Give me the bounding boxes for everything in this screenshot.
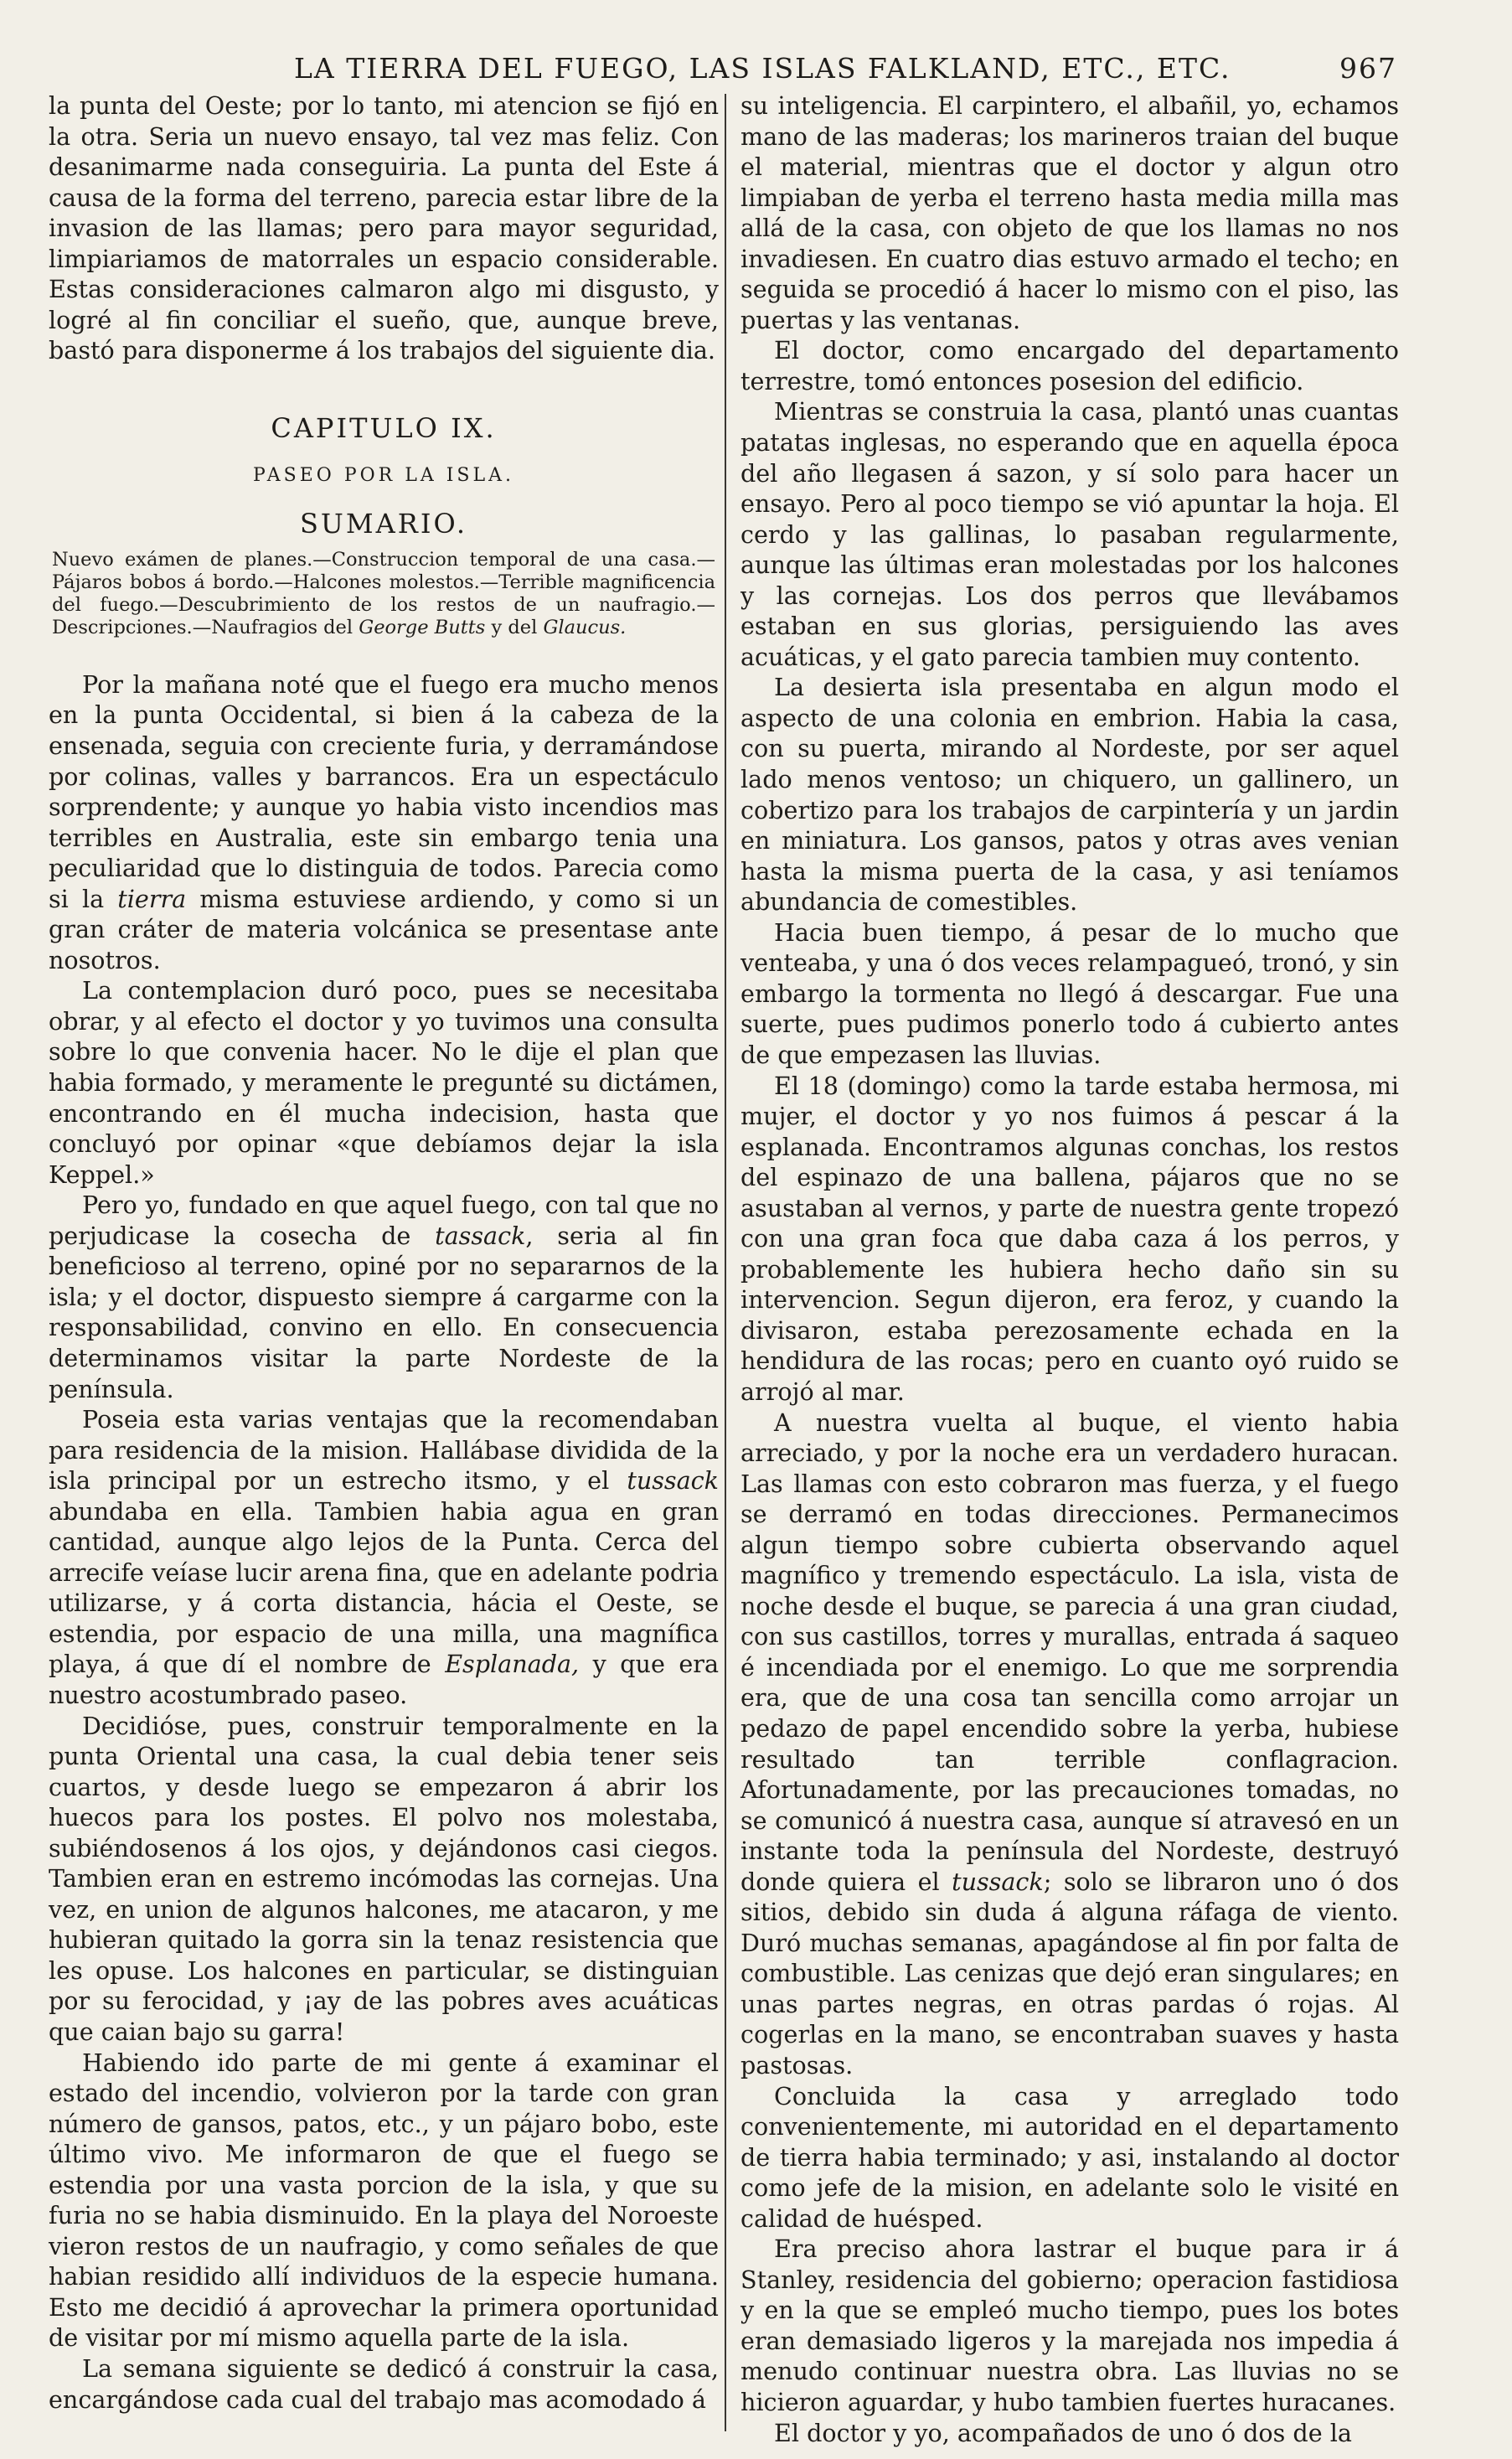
paragraph: su inteligencia. El carpintero, el albañil, yo, echamos mano de las maderas; los marineros traian del buque el material, mientras que el doctor y algun otro limpiaban de yerba el terreno hasta media milla mas allá de la casa, con objeto de que los llamas no nos invadiesen. En cuatro dias estuvo armado el techo; en seguida se procedió á hacer lo mismo con el piso, las puertas y las ventanas. [741,91,1399,334]
paragraph: La semana siguiente se dedicó á construir la casa, encargándose cada cual del trabajo mas acomodado á [49,2354,719,2414]
paragraph: Era preciso ahora lastrar el buque para ir á Stanley, residencia del gobierno; operacion fastidiosa y en la que se empleó mucho tiempo, pues los botes eran demasiado ligeros y la marejada nos impedia á menudo continuar nuestra obra. Las lluvias no se hicieron aguardar, y hubo tambien fuertes huracanes. [741,2234,1399,2417]
paragraph: El 18 (domingo) como la tarde estaba hermosa, mi mujer, el doctor y yo nos fuimos á pescar á la esplanada. Encontramos algunas conchas, los restos del espinazo de una ballena, pájaros que no se asustaban al vernos, y parte de nuestra gente tropezó con una gran foca que daba caza á los perros, y probablemente les hubiera hecho daño sin su intervencion. Segun dijeron, era feroz, y cuando la divisaron, estaba perezosamente echada en la hendidura de las rocas; pero en cuanto oyó ruido se arrojó al mar. [741,1071,1399,1406]
running-title: LA TIERRA DEL FUEGO, LAS ISLAS FALKLAND, ETC., ETC. [294,52,1231,85]
summary-heading: SUMARIO. [299,507,468,540]
paragraph: Habiendo ido parte de mi gente á examinar el estado del incendio, volvieron por la tarde con gran número de gansos, patos, etc., y un pájaro bobo, este último vivo. Me informaron de que el fuego se estendia por una vasta porcion de la isla, y que su furia no se habia disminuido. En la playa del Noroeste vieron restos de un naufragio, y como señales de que habian residido allí individuos de la especie humana. Esto me decidió á aprovechar la primera oportunidad de visitar por mí mismo aquella parte de la isla. [49,2048,719,2353]
running-header [47,52,1397,89]
right-column [741,90,1399,2448]
paragraph: Por la mañana noté que el fuego era mucho menos en la punta Occidental, si bien á la cabeza de la ensenada, seguia con creciente furia, y derramándose por colinas, valles y barrancos. Era un espectáculo sorprendente; y aunque yo habia visto incendios mas terribles en Australia, este sin embargo tenia una peculiaridad que lo distinguia de todos. Parecia como si la tierra misma estuviese ardiendo, y como si un gran cráter de materia volcánica se presentase ante nosotros. [49,669,719,974]
paragraph: Decidióse, pues, construir temporalmente en la punta Oriental una casa, la cual debia tener seis cuartos, y desde luego se empezaron á abrir los huecos para los postes. El polvo nos molestaba, subiéndosenos á los ojos, y dejándonos casi ciegos. Tambien eran en estremo incómodas las cornejas. Una vez, en union de algunos halcones, me atacaron, y me hubieran quitado la gorra sin la tenaz resistencia que les opuse. Los halcones en particular, se distinguian por su ferocidad, y ¡ay de las pobres aves acuáticas que caian bajo su garra! [49,1711,719,2046]
chapter-title: CAPITULO IX. [271,411,497,444]
paragraph: Poseia esta varias ventajas que la recomendaban para residencia de la mision. Hallábase dividida de la isla principal por un estrecho itsmo, y el tussack abundaba en ella. Tambien habia agua en gran cantidad, aunque algo lejos de la Punta. Cerca del arrecife veíase lucir arena fina, que en adelante podria utilizarse, y á corta distancia, hácia el Oeste, se estendia, por espacio de una milla, una magnífica playa, á que dí el nombre de Esplanada, y que era nuestro acostumbrado paseo. [49,1405,719,1709]
paragraph: Hacia buen tiempo, á pesar de lo mucho que venteaba, y una ó dos veces relampagueó, tronó, y sin embargo la tormenta no llegó á descargar. Fue una suerte, pues pudimos ponerlo todo á cubierto antes de que empezasen las lluvias. [741,917,1399,1069]
summary-text: Nuevo exámen de planes.—Construccion temporal de una casa.—Pájaros bobos á bordo.—Halcones molestos.—Terrible magnificencia del fuego.—Descubrimiento de los restos de un naufragio.—Descripciones.—Naufragios del George Butts y del Glaucus. [52,548,715,638]
paragraph: A nuestra vuelta al buque, el viento habia arreciado, y por la noche era un verdadero huracan. Las llamas con esto cobraron mas fuerza, y el fuego se derramó en todas direcciones. Permanecimos algun tiempo sobre cubierta observando aquel magnífico y tremendo espectáculo. La isla, vista de noche desde el buque, se parecia á una gran ciudad, con sus castillos, torres y murallas, entrada á saqueo é incendiada por el enemigo. Lo que me sorprendia era, que de una cosa tan sencilla como arrojar un pedazo de papel encendido sobre la yerba, hubiese resultado tan terrible conflagracion. Afortunadamente, por las precauciones tomadas, no se comunicó á nuestra casa, aunque sí atravesó en un instante toda la península del Nordeste, destruyó donde quiera el tussack; solo se libraron uno ó dos sitios, debido sin duda á alguna ráfaga de viento. Duró muchas semanas, apagándose al fin por falta de combustible. Las cenizas que dejó eran singulares; en unas partes negras, en otras pardas ó rojas. Al cogerlas en la mano, se encontraban suaves y hasta pastosas. [741,1408,1400,2079]
paragraph: La desierta isla presentaba en algun modo el aspecto de una colonia en embrion. Habia la casa, con su puerta, mirando al Nordeste, por ser aquel lado menos ventoso; un chiquero, un gallinero, un cobertizo para los trabajos de carpintería y un jardin en miniatura. Los gansos, patos y otras aves venian hasta la misma puerta de la casa, y asi teníamos abundancia de comestibles. [741,673,1399,917]
paragraph: Mientras se construia la casa, plantó unas cuantas patatas inglesas, no esperando que en aquella época del año llegasen á sazon, y sí solo para hacer un ensayo. Pero al poco tiempo se vió apuntar la hoja. El cerdo y las gallinas, lo pasaban regularmente, aunque las últimas eran molestadas por los halcones y las cornejas. Los dos perros que llevábamos estaban en sus glorias, persiguiendo las aves acuáticas, y el gato parecia tambien muy contento. [741,397,1399,671]
paragraph: Pero yo, fundado en que aquel fuego, con tal que no perjudicase la cosecha de tassack, seria al fin beneficioso al terreno, opiné por no separarnos de la isla; y el doctor, dispuesto siempre á cargarme con la responsabilidad, convino en ello. En consecuencia determinamos visitar la parte Nordeste de la península. [49,1191,719,1403]
paragraph: Concluida la casa y arreglado todo convenientemente, mi autoridad en el departamento de tierra habia terminado; y asi, instalando al doctor como jefe de la mision, en adelante solo le visité en calidad de huésped. [741,2081,1399,2233]
paragraph: La contemplacion duró poco, pues se necesitaba obrar, y al efecto el doctor y yo tuvimos una consulta sobre lo que convenia hacer. No le dije el plan que habia formado, y meramente le pregunté su dictámen, encontrando en él mucha indecision, hasta que concluyó por opinar «que debíamos dejar la isla Keppel.» [49,976,719,1189]
left-column [49,90,719,2415]
page-number: 967 [1339,52,1397,85]
paragraph: la punta del Oeste; por lo tanto, mi atencion se fijó en la otra. Seria un nuevo ensayo, tal vez mas feliz. Con desanimarme nada conseguiria. La punta del Este á causa de la forma del terreno, parecia estar libre de la invasion de las llamas; pero para mayor seguridad, limpiariamos de matorrales un espacio considerable. Estas consideraciones calmaron algo mi disgusto, y logré al fin conciliar el sueño, que, aunque breve, bastó para disponerme á los trabajos del siguiente dia. [49,91,719,365]
paragraph: El doctor y yo, acompañados de uno ó dos de la [774,2418,1352,2447]
chapter-subtitle: PASEO POR LA ISLA. [253,464,514,486]
paragraph: El doctor, como encargado del departamento terrestre, tomó entonces posesion del edificio. [741,336,1399,395]
column-divider [725,94,726,2431]
